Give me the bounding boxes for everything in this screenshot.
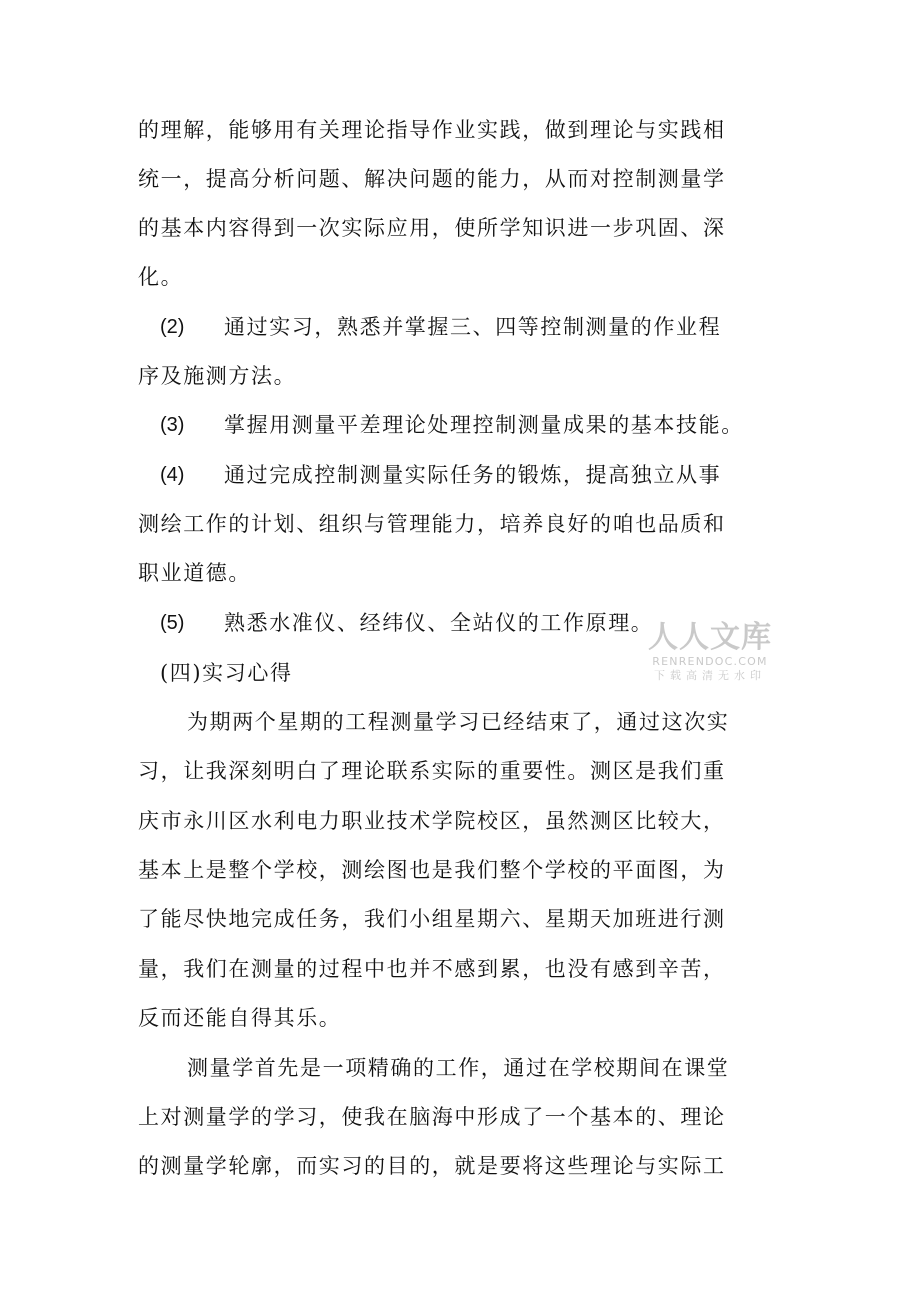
list-item-continuation: 测绘工作的计划、组织与管理能力，培养良好的咱也品质和 xyxy=(138,512,726,536)
paragraph-line: 为期两个星期的工程测量学习已经结束了，通过这次实 xyxy=(187,710,730,734)
list-item-number: (5) xyxy=(160,612,185,634)
list-item-continuation: 职业道德。 xyxy=(138,561,251,585)
list-item-text: 掌握用测量平差理论处理控制测量成果的基本技能。 xyxy=(224,413,744,437)
list-item-text: 通过实习，熟悉并掌握三、四等控制测量的作业程 xyxy=(224,315,722,339)
list-item-number: (4) xyxy=(160,464,185,486)
watermark-subtitle: 下载高清无水印 xyxy=(654,669,766,682)
watermark-domain: RENRENDOC.COM xyxy=(652,655,768,668)
text-line: 的理解，能够用有关理论指导作业实践，做到理论与实践相 xyxy=(138,118,726,142)
list-item-number: (2) xyxy=(160,316,185,338)
paragraph-line: 量，我们在测量的过程中也并不感到累，也没有感到辛苦， xyxy=(138,957,726,981)
paragraph-line: 了能尽快地完成任务，我们小组星期六、星期天加班进行测 xyxy=(138,907,726,931)
paragraph-line: 测量学首先是一项精确的工作，通过在学校期间在课堂 xyxy=(187,1056,730,1080)
section-heading: (四)实习心得 xyxy=(160,661,293,685)
text-line: 化。 xyxy=(138,265,184,289)
paragraph-line: 庆市永川区水利电力职业技术学院校区，虽然测区比较大， xyxy=(138,809,726,833)
paragraph-line: 基本上是整个学校，测绘图也是我们整个学校的平面图，为 xyxy=(138,858,726,882)
text-line: 的基本内容得到一次实际应用，使所学知识进一步巩固、深 xyxy=(138,216,726,240)
paragraph-line: 上对测量学的学习，使我在脑海中形成了一个基本的、理论 xyxy=(138,1105,726,1129)
list-item-text: 熟悉水准仪、经纬仪、全站仪的工作原理。 xyxy=(224,611,654,635)
watermark-title: 人人文库 xyxy=(648,620,772,655)
list-item-number: (3) xyxy=(160,414,185,436)
paragraph-line: 反而还能自得其乐。 xyxy=(138,1006,342,1030)
list-item-continuation: 序及施测方法。 xyxy=(138,364,297,388)
paragraph-line: 习，让我深刻明白了理论联系实际的重要性。测区是我们重 xyxy=(138,759,726,783)
text-line: 统一，提高分析问题、解决问题的能力，从而对控制测量学 xyxy=(138,167,726,191)
paragraph-line: 的测量学轮廓，而实习的目的，就是要将这些理论与实际工 xyxy=(138,1154,726,1178)
watermark-logo xyxy=(647,621,773,683)
list-item-text: 通过完成控制测量实际任务的锻炼，提高独立从事 xyxy=(224,463,722,487)
